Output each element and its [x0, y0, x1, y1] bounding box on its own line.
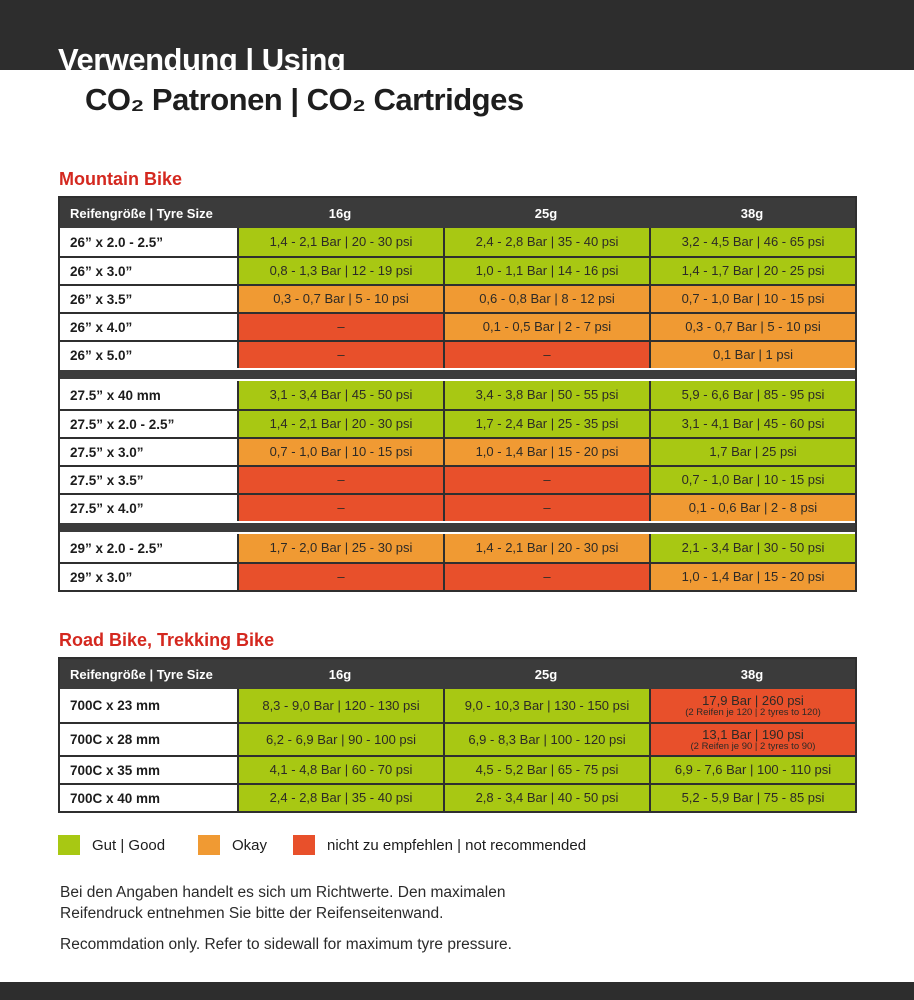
pressure-value: 9,0 - 10,3 Bar | 130 - 150 psi [464, 697, 630, 713]
tyre-size-cell: 700C x 40 mm [60, 785, 237, 811]
pressure-value: 17,9 Bar | 260 psi [702, 692, 804, 708]
legend-item-not-recommended [293, 835, 586, 855]
tyre-size-cell: 29” x 2.0 - 2.5” [60, 534, 237, 562]
note-german [60, 882, 505, 924]
pressure-value: 0,1 - 0,5 Bar | 2 - 7 psi [482, 319, 612, 334]
okay-color-swatch [198, 835, 220, 855]
table-row [60, 562, 855, 590]
pressure-cell [443, 757, 649, 783]
pressure-cell [649, 439, 855, 465]
page-title: Verwendung | Using [58, 42, 346, 77]
legend-label: Okay [232, 836, 268, 854]
column-header-cartridge-3: 38g [740, 666, 764, 682]
tyre-size-cell: 26” x 3.5” [60, 286, 237, 312]
pressure-value: 5,2 - 5,9 Bar | 75 - 85 psi [681, 790, 825, 805]
pressure-value: 3,2 - 4,5 Bar | 46 - 65 psi [681, 234, 825, 249]
pressure-cell [443, 724, 649, 755]
pressure-cell [649, 564, 855, 590]
pressure-cell [443, 411, 649, 437]
pressure-cell [443, 439, 649, 465]
pressure-value: – [543, 472, 551, 487]
section-separator [60, 523, 855, 532]
tyre-size-cell: 27.5” x 4.0” [60, 495, 237, 521]
column-header-cartridge-2: 25g [534, 666, 558, 682]
legend-item-okay [198, 835, 267, 855]
pressure-cell [237, 785, 443, 811]
table-row [60, 689, 855, 722]
table-header-row [60, 198, 855, 228]
pressure-value: 1,7 Bar | 25 psi [709, 444, 797, 459]
table-row [60, 755, 855, 783]
pressure-cell [237, 258, 443, 284]
tyre-size-cell: 26” x 5.0” [60, 342, 237, 368]
pressure-value: 0,3 - 0,7 Bar | 5 - 10 psi [273, 291, 409, 306]
pressure-value: – [543, 347, 551, 362]
pressure-cell [237, 314, 443, 340]
tyre-size-cell: 27.5” x 3.0” [60, 439, 237, 465]
pressure-value: 2,1 - 3,4 Bar | 30 - 50 psi [681, 540, 825, 555]
pressure-value: 1,0 - 1,1 Bar | 14 - 16 psi [475, 263, 619, 278]
table-row [60, 465, 855, 493]
section-title-road-bike: Road Bike, Trekking Bike [59, 630, 275, 650]
pressure-value: 6,9 - 8,3 Bar | 100 - 120 psi [468, 731, 626, 747]
pressure-cell [649, 411, 855, 437]
pressure-value: 3,4 - 3,8 Bar | 50 - 55 psi [475, 387, 619, 402]
column-header-tyre-size: Reifengröße | Tyre Size [70, 205, 213, 221]
pressure-cell [649, 467, 855, 493]
legend [0, 835, 914, 857]
road-bike-table [58, 657, 857, 813]
pressure-value: 5,9 - 6,6 Bar | 85 - 95 psi [681, 387, 825, 402]
pressure-cell [443, 314, 649, 340]
pressure-cell [649, 381, 855, 409]
pressure-subnote: (2 Reifen je 90 | 2 tyres to 90) [690, 740, 816, 752]
pressure-cell [443, 258, 649, 284]
pressure-cell [237, 757, 443, 783]
pressure-cell [649, 286, 855, 312]
tyre-size-cell: 29” x 3.0” [60, 564, 237, 590]
pressure-cell [237, 411, 443, 437]
pressure-cell [443, 785, 649, 811]
column-header-cartridge-1: 16g [328, 205, 352, 221]
pressure-value: 13,1 Bar | 190 psi [702, 726, 804, 742]
tyre-size-cell: 700C x 23 mm [60, 689, 237, 722]
legend-item-good [58, 835, 165, 855]
pressure-value: 4,1 - 4,8 Bar | 60 - 70 psi [269, 762, 413, 777]
pressure-value: 8,3 - 9,0 Bar | 120 - 130 psi [262, 697, 420, 713]
pressure-value: 2,4 - 2,8 Bar | 35 - 40 psi [269, 790, 413, 805]
pressure-value: 1,0 - 1,4 Bar | 15 - 20 psi [475, 444, 619, 459]
pressure-cell [237, 381, 443, 409]
pressure-cell [649, 724, 855, 755]
table-row [60, 722, 855, 755]
pressure-value: 3,1 - 4,1 Bar | 45 - 60 psi [681, 416, 825, 431]
pressure-cell [237, 564, 443, 590]
pressure-value: – [337, 472, 345, 487]
table-row [60, 409, 855, 437]
pressure-value: 0,1 - 0,6 Bar | 2 - 8 psi [688, 500, 818, 515]
table-header-row [60, 659, 855, 689]
section-title-mountain-bike: Mountain Bike [59, 169, 183, 189]
pressure-value: 2,8 - 3,4 Bar | 40 - 50 psi [475, 790, 619, 805]
table-row [60, 228, 855, 256]
legend-label: nicht zu empfehlen | not recommended [327, 836, 587, 854]
pressure-value: 0,3 - 0,7 Bar | 5 - 10 psi [685, 319, 821, 334]
note-english: Recommdation only. Refer to sidewall for maximum tyre pressure. [60, 936, 512, 953]
tyre-size-cell: 26” x 3.0” [60, 258, 237, 284]
pressure-value: 0,7 - 1,0 Bar | 10 - 15 psi [269, 444, 413, 459]
mountain-bike-table [58, 196, 857, 592]
pressure-value: 2,4 - 2,8 Bar | 35 - 40 psi [475, 234, 619, 249]
pressure-value: 1,7 - 2,0 Bar | 25 - 30 psi [269, 540, 413, 555]
pressure-value: 4,5 - 5,2 Bar | 65 - 75 psi [475, 762, 619, 777]
table-row [60, 783, 855, 811]
column-header-tyre-size: Reifengröße | Tyre Size [70, 666, 213, 682]
pressure-value: 0,1 Bar | 1 psi [713, 347, 793, 362]
pressure-value: 0,7 - 1,0 Bar | 10 - 15 psi [681, 291, 825, 306]
pressure-value: – [543, 500, 551, 515]
pressure-cell [237, 689, 443, 722]
pressure-value: 0,6 - 0,8 Bar | 8 - 12 psi [479, 291, 615, 306]
pressure-value: 1,4 - 2,1 Bar | 20 - 30 psi [269, 234, 413, 249]
pressure-cell [649, 314, 855, 340]
bottom-band [0, 982, 914, 1000]
pressure-subnote: (2 Reifen je 120 | 2 tyres to 120) [685, 706, 821, 718]
pressure-cell [237, 534, 443, 562]
good-color-swatch [58, 835, 80, 855]
pressure-cell [649, 228, 855, 256]
pressure-cell [237, 439, 443, 465]
column-header-cartridge-3: 38g [740, 205, 764, 221]
table-row [60, 534, 855, 562]
table-row [60, 284, 855, 312]
section-separator [60, 370, 855, 379]
table-row [60, 312, 855, 340]
pressure-value: 6,2 - 6,9 Bar | 90 - 100 psi [265, 731, 417, 747]
pressure-value: – [337, 569, 345, 584]
pressure-cell [649, 534, 855, 562]
table-row [60, 493, 855, 521]
table-row [60, 256, 855, 284]
pressure-value: – [337, 319, 345, 334]
pressure-cell [443, 342, 649, 368]
pressure-value: 1,7 - 2,4 Bar | 25 - 35 psi [475, 416, 619, 431]
page-subtitle: CO₂ Patronen | CO₂ Cartridges [85, 82, 524, 117]
pressure-cell [237, 342, 443, 368]
tyre-size-cell: 26” x 2.0 - 2.5” [60, 228, 237, 256]
pressure-value: – [337, 347, 345, 362]
pressure-value: – [543, 569, 551, 584]
column-header-cartridge-1: 16g [328, 666, 352, 682]
pressure-value: 3,1 - 3,4 Bar | 45 - 50 psi [269, 387, 413, 402]
table-row [60, 381, 855, 409]
pressure-cell [237, 724, 443, 755]
pressure-cell [649, 689, 855, 722]
pressure-cell [237, 495, 443, 521]
pressure-value: 0,7 - 1,0 Bar | 10 - 15 psi [681, 472, 825, 487]
tyre-size-cell: 700C x 28 mm [60, 724, 237, 755]
pressure-value: 1,4 - 1,7 Bar | 20 - 25 psi [681, 263, 825, 278]
not-recommended-color-swatch [293, 835, 315, 855]
table-row [60, 437, 855, 465]
column-header-cartridge-2: 25g [534, 205, 558, 221]
pressure-value: – [337, 500, 345, 515]
pressure-cell [443, 564, 649, 590]
pressure-cell [237, 467, 443, 493]
pressure-cell [649, 785, 855, 811]
pressure-value: 1,0 - 1,4 Bar | 15 - 20 psi [681, 569, 825, 584]
note-german-line1: Bei den Angaben handelt es sich um Richtwerte. Den maximalen [60, 884, 506, 901]
pressure-cell [237, 228, 443, 256]
pressure-cell [443, 286, 649, 312]
pressure-cell [649, 258, 855, 284]
pressure-value: 1,4 - 2,1 Bar | 20 - 30 psi [269, 416, 413, 431]
tyre-size-cell: 27.5” x 40 mm [60, 381, 237, 409]
pressure-cell [649, 495, 855, 521]
pressure-cell [443, 495, 649, 521]
pressure-value: 1,4 - 2,1 Bar | 20 - 30 psi [475, 540, 619, 555]
pressure-cell [443, 689, 649, 722]
pressure-cell [649, 342, 855, 368]
tyre-size-cell: 26” x 4.0” [60, 314, 237, 340]
pressure-cell [443, 381, 649, 409]
pressure-value: 0,8 - 1,3 Bar | 12 - 19 psi [269, 263, 413, 278]
note-german-line2: Reifendruck entnehmen Sie bitte der Reifenseitenwand. [60, 905, 444, 922]
tyre-size-cell: 27.5” x 2.0 - 2.5” [60, 411, 237, 437]
pressure-value: 6,9 - 7,6 Bar | 100 - 110 psi [674, 762, 832, 777]
pressure-cell [237, 286, 443, 312]
pressure-cell [443, 467, 649, 493]
pressure-cell [443, 228, 649, 256]
tyre-size-cell: 27.5” x 3.5” [60, 467, 237, 493]
tyre-size-cell: 700C x 35 mm [60, 757, 237, 783]
pressure-cell [649, 757, 855, 783]
legend-label: Gut | Good [92, 836, 166, 854]
pressure-cell [443, 534, 649, 562]
table-row [60, 340, 855, 368]
